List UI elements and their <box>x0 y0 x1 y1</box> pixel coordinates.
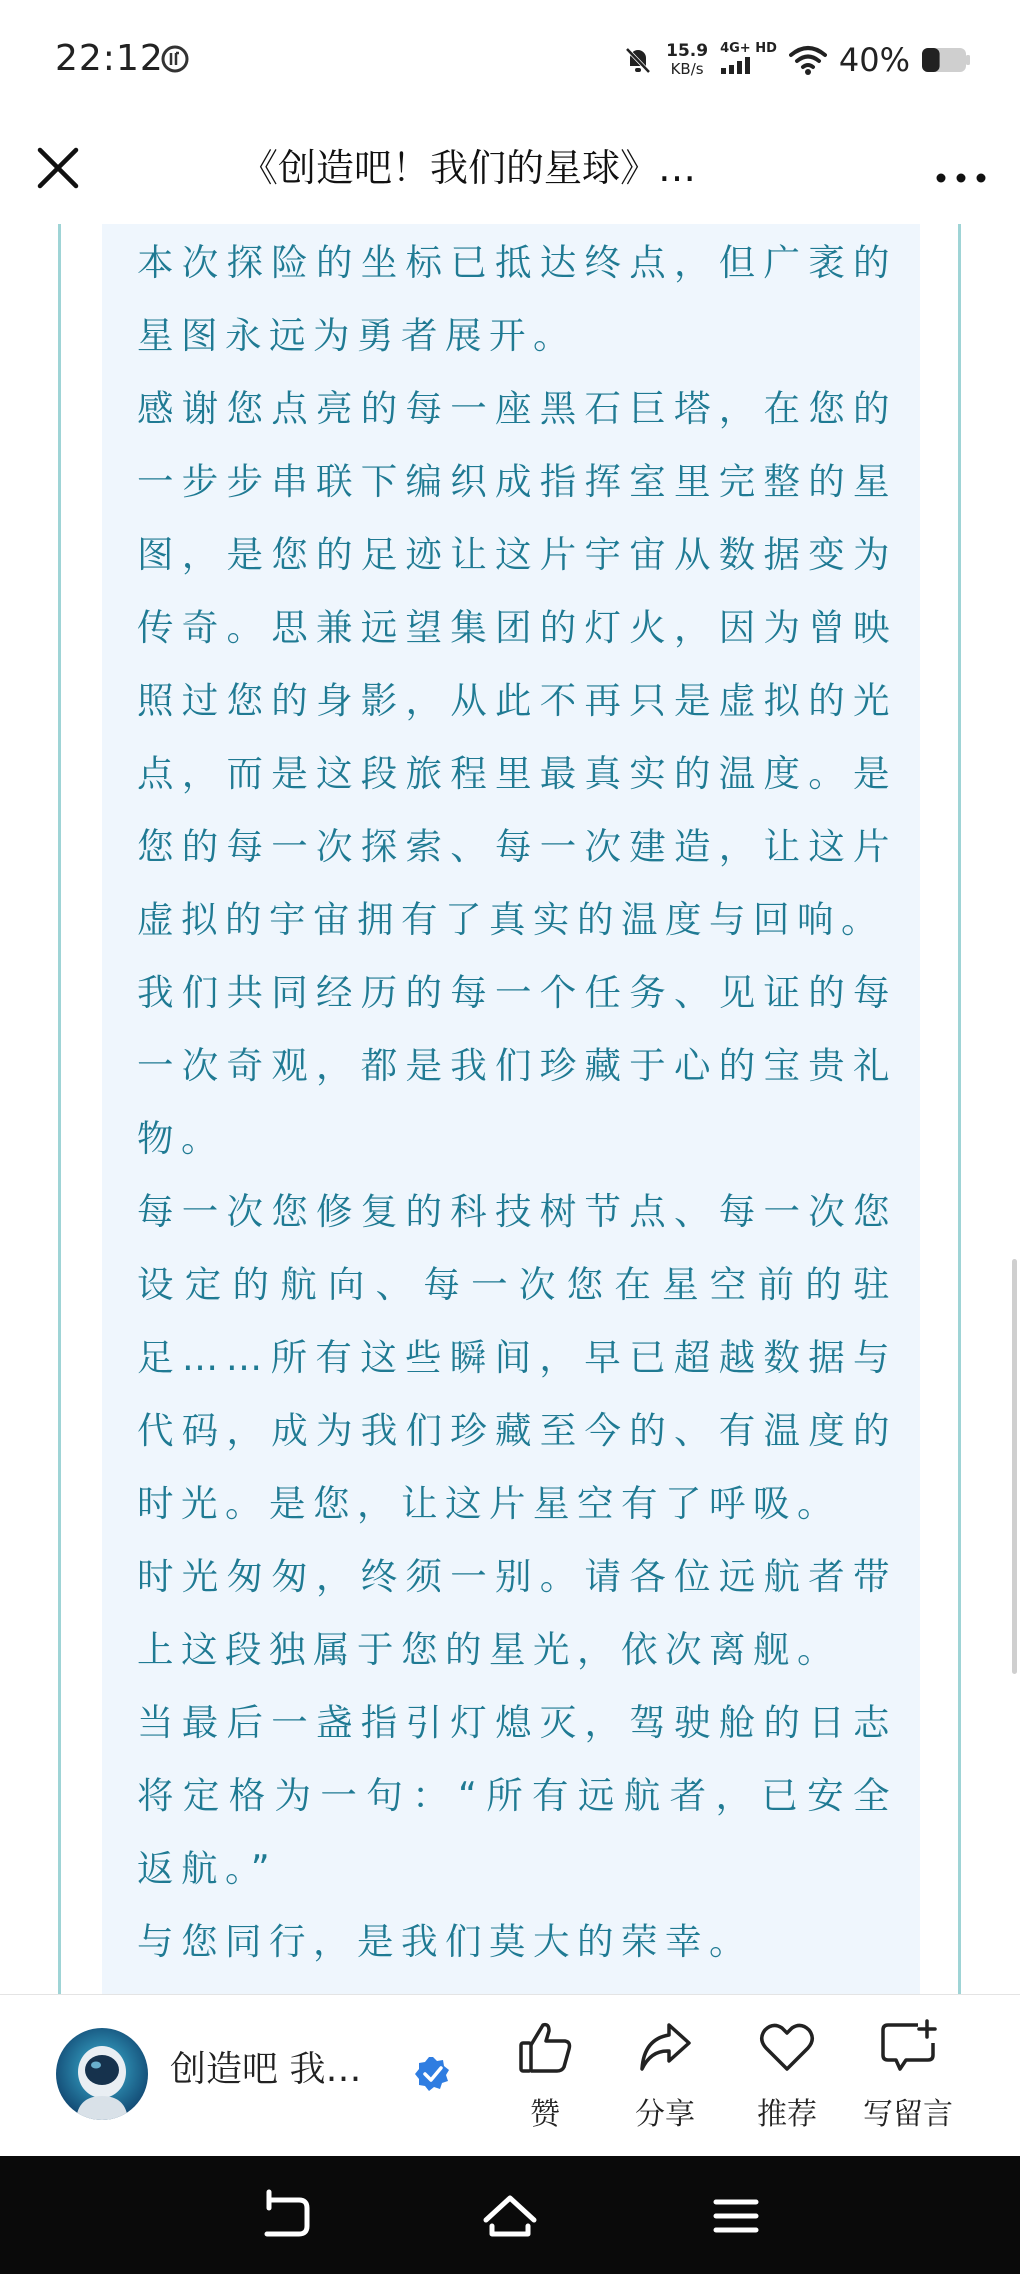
wifi-icon <box>789 44 827 76</box>
status-time: 22:12 <box>55 38 164 79</box>
recommend-button[interactable] <box>732 2017 842 2137</box>
article-paragraph: 本次探险的坐标已抵达终点，但广袤的星图永远为勇者展开。 <box>137 241 897 357</box>
article-border-left <box>58 224 61 1994</box>
share-arrow-icon <box>635 2017 695 2077</box>
article-container <box>0 224 1020 1994</box>
share-label: 分享 <box>635 2097 695 2132</box>
bottom-action-bar <box>0 1994 1020 2157</box>
like-button[interactable] <box>490 2017 600 2137</box>
article-paragraph: 时光匆匆，终须一别。请各位远航者带上这段独属于您的星光，依次离舰。 <box>137 1555 897 1671</box>
network-type: 4G+ HD <box>720 41 777 56</box>
scrollbar-thumb[interactable] <box>1012 1259 1017 1674</box>
system-nav-bar <box>0 2156 1020 2274</box>
signal-bars-icon <box>720 56 754 74</box>
page-header <box>0 118 1020 224</box>
thumbs-up-icon <box>515 2017 575 2077</box>
article-paragraph: 我们共同经历的每一个任务、见证的每一次奇观，都是我们珍藏于心的宝贵礼物。 <box>137 971 897 1160</box>
account-avatar[interactable] <box>56 2028 148 2120</box>
back-icon[interactable] <box>255 2186 315 2246</box>
article-border-right <box>958 224 961 1994</box>
battery-percent: 40% <box>838 41 910 79</box>
network-speed-value: 15.9 <box>666 41 709 61</box>
like-label: 赞 <box>530 2097 560 2132</box>
account-name[interactable]: 创造吧 我… <box>170 2049 362 2090</box>
mute-bell-icon <box>622 44 654 76</box>
recent-apps-icon[interactable] <box>706 2186 766 2246</box>
cellular-signal <box>720 42 777 78</box>
article-paragraph: 与您同行，是我们莫大的荣幸。 <box>137 1920 753 1963</box>
article-paragraph: 当最后一盏指引灯熄灭，驾驶舱的日志将定格为一句：“所有远航者，已安全返航。” <box>137 1701 897 1890</box>
page-title: 《创造吧！我们的星球》… <box>240 146 697 190</box>
close-icon[interactable] <box>26 136 90 200</box>
comment-label: 写留言 <box>863 2097 953 2132</box>
system-notification-icon <box>160 44 190 74</box>
heart-icon <box>757 2017 817 2077</box>
article-paragraph: 感谢您点亮的每一座黑石巨塔，在您的一步步串联下编织成指挥室里完整的星图，是您的足迹让这片宇宙从数据变为传奇。思兼远望集团的灯火，因为曾映照过您的身影，从此不再只是虚拟的光点，而是这段旅程里最真实的温度。是您的每一次探索、每一次建造，让这片虚拟的宇宙拥有了真实的温度与回响。 <box>137 387 897 941</box>
home-icon[interactable] <box>480 2186 540 2246</box>
network-speed-unit: KB/s <box>670 60 704 78</box>
article-body <box>137 224 897 1978</box>
recommend-label: 推荐 <box>757 2097 817 2132</box>
article-paragraph: 每一次您修复的科技树节点、每一次您设定的航向、每一次您在星空前的驻足……所有这些瞬间，早已超越数据与代码，成为我们珍藏至今的、有温度的时光。是您，让这片星空有了呼吸。 <box>137 1190 897 1525</box>
status-right <box>622 38 970 82</box>
verified-badge-icon <box>414 2055 452 2093</box>
share-button[interactable] <box>610 2017 720 2137</box>
write-comment-button[interactable] <box>853 2017 963 2137</box>
network-speed <box>666 42 708 78</box>
status-bar <box>0 0 1020 118</box>
more-options-icon[interactable] <box>926 138 996 198</box>
battery-icon <box>922 48 970 72</box>
comment-add-icon <box>878 2017 938 2077</box>
